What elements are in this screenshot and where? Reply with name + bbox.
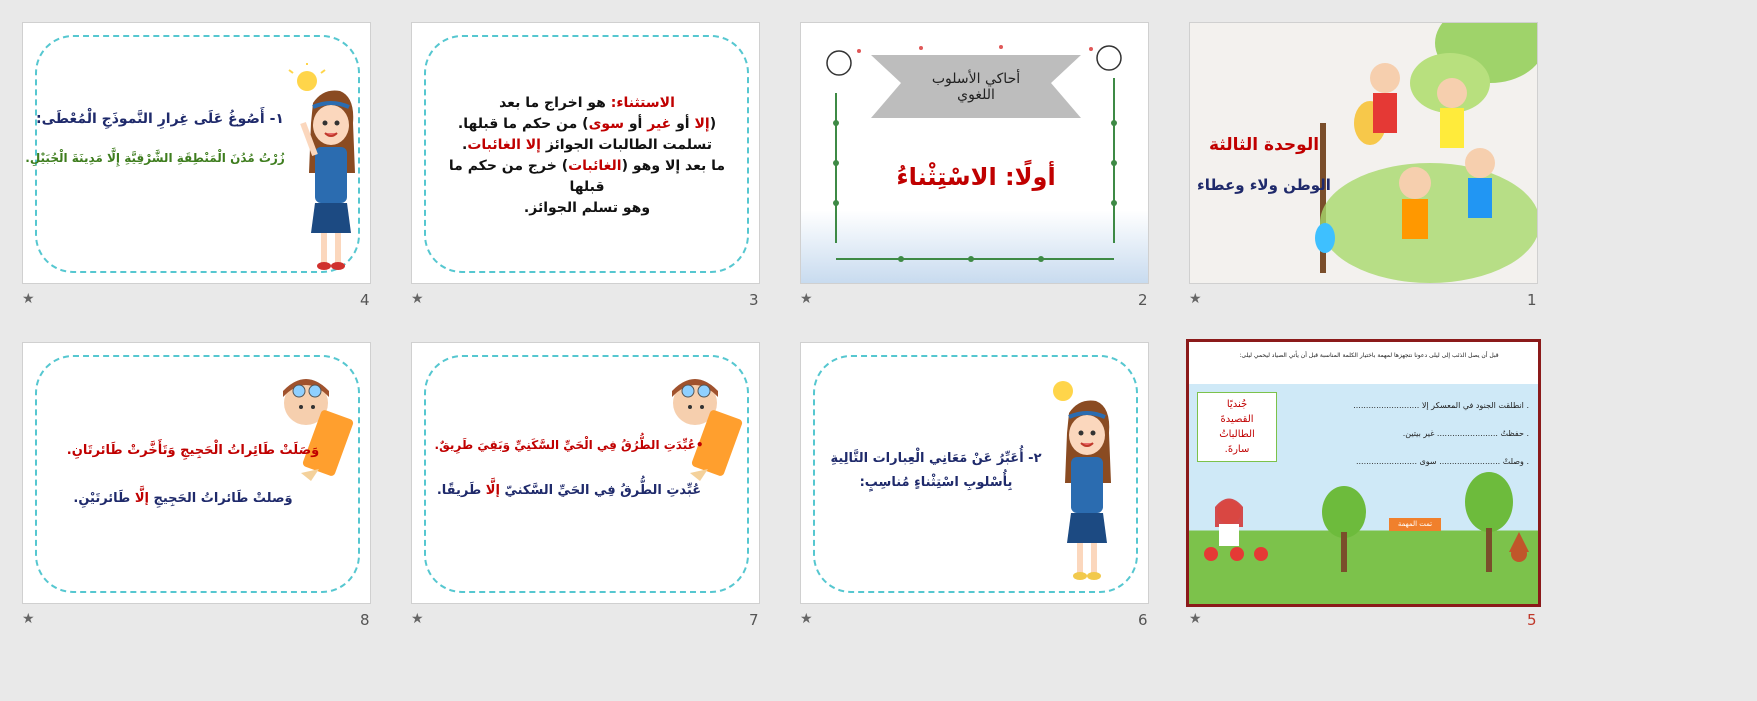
slide5-star-icon: ★ [1189,611,1202,627]
slide2-banner-title: أحاكي الأسلوب اللغوي [931,71,1021,103]
slide-thumbnail-8[interactable] [22,342,371,604]
slide5-intro: قبل أن يصل الذئب إلى ليلى دعونا نتجهزها لمهمة باختيار الكلمة المناسبة قبل أن يأتي الصياد ليحمي ليلى: [1239,352,1499,359]
slide5-done-button[interactable]: تمت المهمة [1389,518,1441,531]
slide-thumbnail-6[interactable] [800,342,1149,604]
slide1-number: 1 [1527,291,1537,309]
slide4-number: 4 [360,291,370,309]
slide6-line1: ٢- أُعَبِّرُ عَنْ مَعَانِي الْعِبارات التَّالِيةِ [830,451,1042,466]
slide4-example: زُرْتُ مُدُنَ الْمَنْطِقَةِ الشَّرْقِيَّةِ إِلَّا مَدِينَةَ الْجُبَيْلِ. [25,151,285,165]
slide8-sentence: وَصَلَتْ طَائِراتُ الْحَجِيجِ وَتَأَخَّرتْ طَائرتَانِ. [66,443,320,458]
girl-pointing-illustration [1041,373,1121,588]
slide-thumbnail-2[interactable] [800,22,1149,284]
boy-with-pencil-illustration [660,373,750,483]
vine-frame-decoration [801,23,1149,284]
boy-with-pencil-illustration [271,373,361,483]
def-label: الاستثناء: [610,95,675,111]
slide5-number: 5 [1527,611,1537,629]
slide1-title: الوحدة الثالثة [1208,135,1320,155]
slide8-star-icon: ★ [22,611,35,627]
slide4-instruction: ١- أَصُوغُ عَلَى غِرارِ النَّموذَجِ الْمُعْطَى: [36,111,284,127]
slide5-word-box: جُنديًا القصيدةَ الطالباتُ سارةَ. [1197,392,1277,462]
slide-thumbnail-7[interactable] [411,342,760,604]
slide4-star-icon: ★ [22,291,35,307]
slide6-line2: بِأُسْلوبِ اسْتِثْناءٍ مُناسِبٍ: [859,475,1013,490]
slide5-sentences: . انطلقت الجنود في المعسكر إلا .......................... . حفظتُ ........................ غير بيتين. . وصلتْ ........................ سوى ........................ [1353,401,1529,466]
slide7-answer: عُبِّدتِ الطُّرقُ فِي الحَيِّ السَّكنيّ إلَّا طَريقًا. [436,483,702,498]
slide6-star-icon: ★ [800,611,813,627]
slide7-number: 7 [749,611,759,629]
slide8-answer: وَصلتْ طَائراتُ الحَجِيجِ إلَّا طَائرتَيْنِ. [73,491,293,506]
slide-thumbnail-3[interactable] [411,22,760,284]
slide2-star-icon: ★ [800,291,813,307]
slide1-subtitle: الوطن ولاء وعطاء [1197,176,1331,194]
forest-scene-illustration [1189,462,1541,607]
slide7-sentence: •عُبِّدَتِ الطُّرُقُ فِي الْحَيِّ السَّكَنِيِّ وَبَقِيَ طَرِيقٌ. [434,438,704,452]
slide1-star-icon: ★ [1189,291,1202,307]
slide-thumbnail-4[interactable] [22,22,371,284]
girl-pointing-illustration [285,63,365,278]
slide8-number: 8 [360,611,370,629]
slide-thumbnail-5[interactable] [1186,339,1541,607]
slide3-number: 3 [749,291,759,309]
slide2-heading: أولًا: الاسْتِثْناءُ [896,163,1056,191]
slide6-number: 6 [1138,611,1148,629]
def-text: هو اخراج ما بعد [499,95,611,111]
slide7-star-icon: ★ [411,611,424,627]
slide3-definition: الاستثناء: هو اخراج ما بعد (إلا أو غير أو سوى) من حكم ما قبلها. تسلمت الطالبات الجوائز إلا الغائبات. ما بعد إلا وهو (الغائبات) خرج من حكم ما قبلها وهو تسلم الجوائز. [448,95,726,216]
slide3-star-icon: ★ [411,291,424,307]
slide-thumbnail-1[interactable] [1189,22,1538,284]
slide2-number: 2 [1138,291,1148,309]
